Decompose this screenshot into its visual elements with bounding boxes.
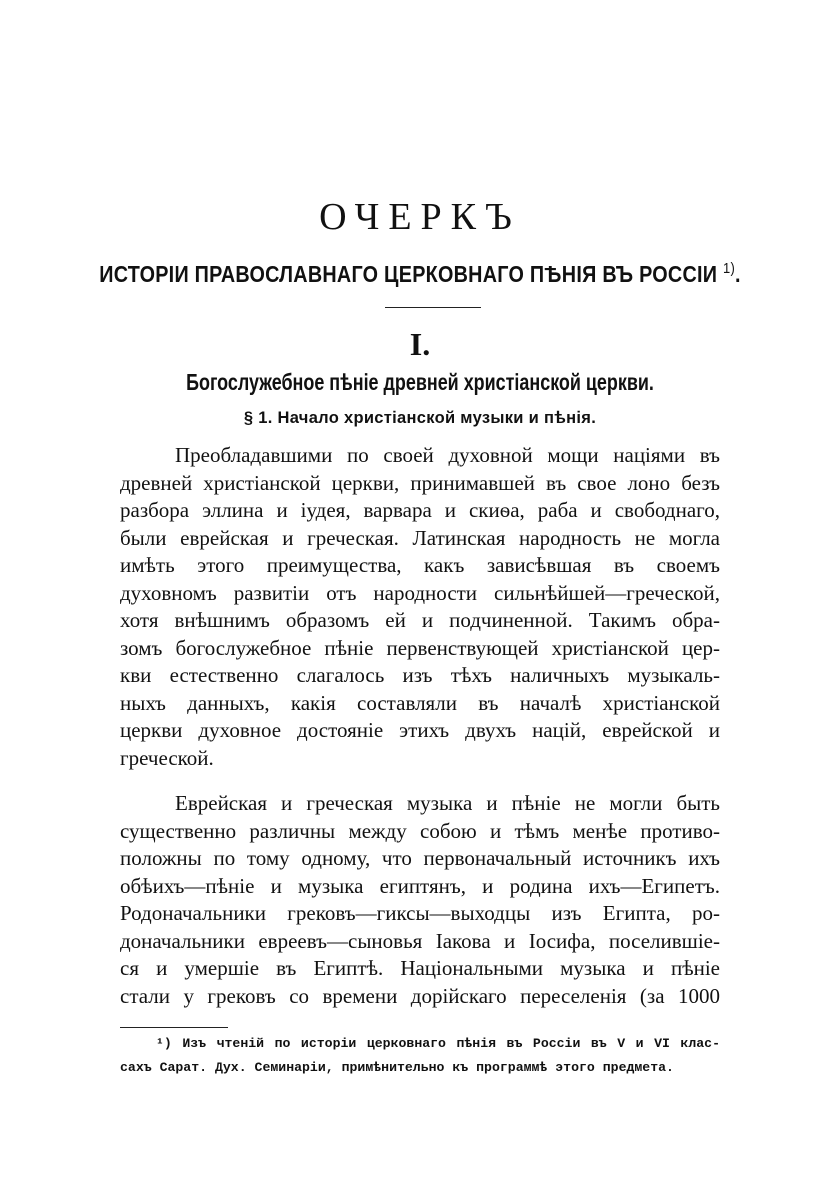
subtitle-period: . bbox=[735, 261, 741, 287]
text-line: духовномъ развитіи отъ народности сильнѣйшей—греческой, bbox=[120, 580, 720, 605]
text-line: стали у грековъ со времени дорійскаго переселенія (за 1000 bbox=[120, 983, 720, 1008]
footnote-line: сахъ Сарат. Дух. Семинаріи, примѣнительно къ программѣ этого предмета. bbox=[120, 1060, 674, 1075]
text-line: зомъ богослужебное пѣніе первенствующей христіанской цер- bbox=[120, 635, 720, 660]
footnote-divider bbox=[120, 1027, 228, 1028]
text-line: Преобладавшими по своей духовной мощи націями въ bbox=[175, 443, 720, 467]
chapter-title: Богослужебное пѣніе древней христіанской церкви. bbox=[186, 369, 654, 395]
text-line: были еврейская и греческая. Латинская народность не могла bbox=[120, 525, 720, 550]
text-line: ся и умершіе въ Египтѣ. Національными музыка и пѣніе bbox=[120, 956, 720, 980]
text-line: кви естественно слагалось изъ тѣхъ наличныхъ музыкаль- bbox=[120, 663, 720, 687]
subtitle-text: ИСТОРІИ ПРАВОСЛАВНАГО ЦЕРКОВНАГО ПѢНІЯ ВЪ РОССІИ bbox=[99, 261, 718, 287]
text-line: древней христіанской церкви, принимавшей въ свое лоно безъ bbox=[120, 470, 720, 495]
page-title: ОЧЕРКЪ bbox=[319, 196, 521, 238]
footnote-marker: 1) bbox=[723, 260, 736, 277]
footnote bbox=[120, 1032, 720, 1080]
section-title: § 1. Начало христіанской музыки и пѣнія. bbox=[243, 409, 597, 427]
page-subtitle bbox=[59, 252, 781, 291]
text-line: ныхъ данныхъ, какія составляли въ началѣ христіанской bbox=[120, 690, 720, 715]
text-line: церкви духовное достояніе этихъ двухъ націй, еврейской и bbox=[120, 718, 720, 742]
text-line: разбора эллина и іудея, варвара и скиѳа, раба и свободнаго, bbox=[120, 498, 720, 522]
text-line: обѣихъ—пѣніе и музыка египтянъ, и родина ихъ—Египетъ. bbox=[120, 873, 720, 898]
title-divider bbox=[385, 307, 481, 308]
text-line: положны по тому одному, что первоначальный источникъ ихъ bbox=[120, 846, 720, 870]
text-line: хотя внѣшнимъ образомъ ей и подчиненной. Такимъ обра- bbox=[120, 608, 720, 632]
text-line: доначальники евреевъ—сыновья Іакова и Іосифа, поселившіе- bbox=[120, 928, 720, 953]
paragraph-1 bbox=[120, 442, 720, 772]
footnote-line: ¹) Изъ чтеній по исторіи церковнаго пѣнія въ Россіи въ V и VI клас- bbox=[156, 1036, 720, 1051]
chapter-number: I. bbox=[409, 326, 431, 362]
paragraph-2 bbox=[120, 790, 720, 1010]
text-line: Еврейская и греческая музыка и пѣніе не могли быть bbox=[175, 791, 720, 815]
text-line: существенно различны между собою и тѣмъ менѣе противо- bbox=[120, 818, 720, 843]
text-line: греческой. bbox=[120, 745, 214, 770]
text-line: Родоначальники грековъ—гиксы—выходцы изъ Египта, ро- bbox=[120, 901, 720, 925]
text-line: имѣть этого преимущества, какъ зависѣвшая въ своемъ bbox=[120, 553, 720, 577]
